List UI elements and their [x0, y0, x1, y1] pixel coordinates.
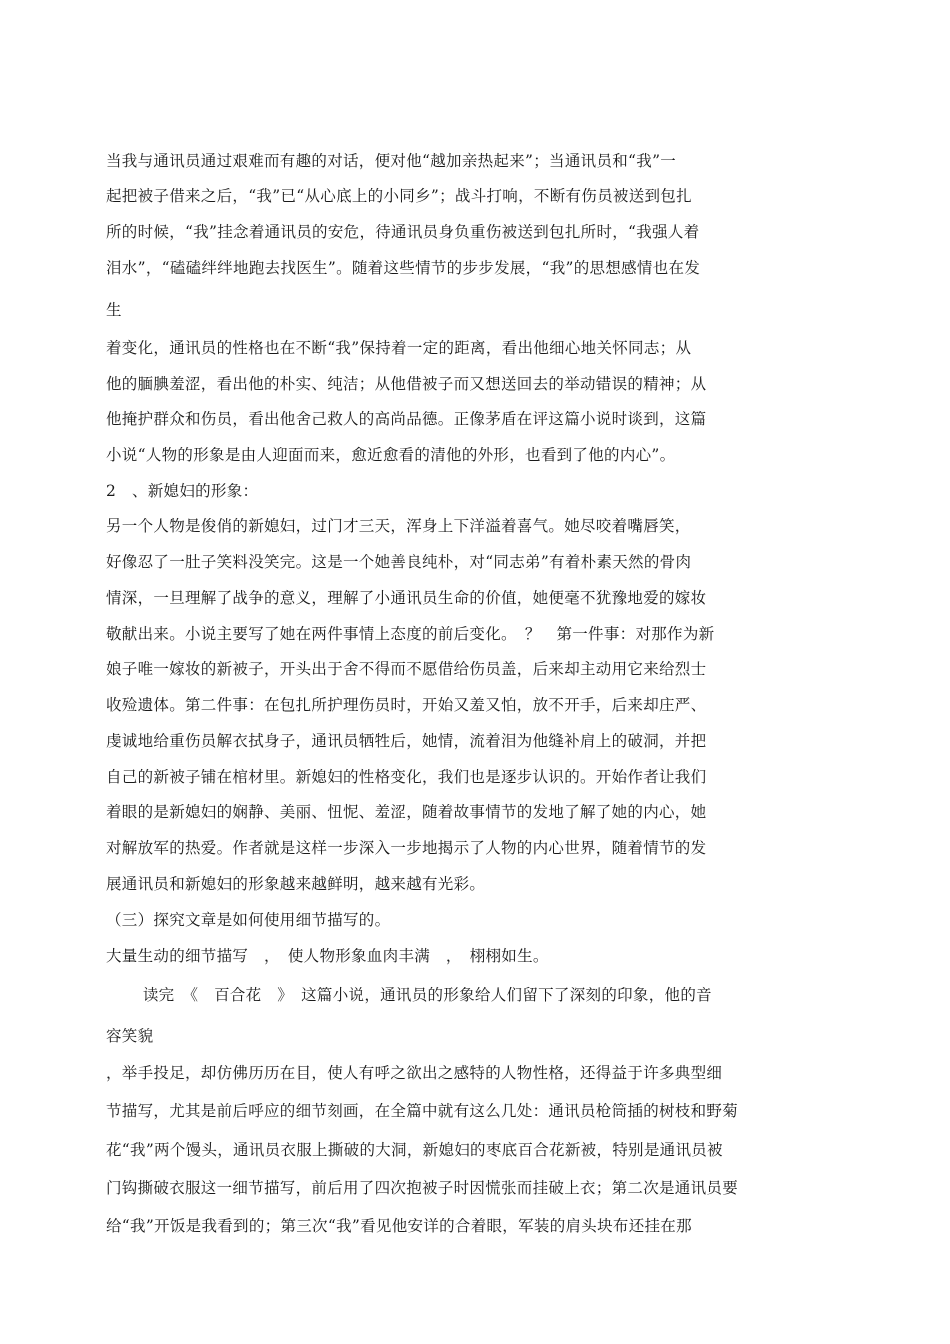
text-line: 门钩撕破衣服这一细节描写，前后用了四次抱被子时因慌张而挂破上衣；第二次是通讯员要 — [106, 1179, 739, 1197]
text-line: 好像忍了一肚子笑料没笑完。这是一个她善良纯朴，对“同志弟”有着朴素天然的骨肉 — [106, 553, 692, 571]
text-line: 当我与通讯员通过艰难而有趣的对话，便对他“越加亲热起来”；当通讯员和“我”一 — [106, 152, 677, 170]
text-line: 收殓遗体。第二件事：在包扎所护理伤员时，开始又羞又怕，放不开手，后来却庄严、 — [106, 696, 707, 714]
text-line: 容笑貌 — [106, 1027, 154, 1045]
text-line: 给“我”开饭是我看到的；第三次“我”看见他安详的合着眼，军装的肩头块布还挂在那 — [106, 1217, 692, 1235]
text-line: 情深，一旦理解了战争的意义，理解了小通讯员生命的价值，她便毫不犹豫地爱的嫁妆 — [106, 589, 707, 607]
text-line: 着眼的是新媳妇的娴静、美丽、忸怩、羞涩，随着故事情节的发地了解了她的内心，她 — [106, 803, 707, 821]
text-line: 娘子唯一嫁妆的新被子，开头出于舍不得而不愿借给伤员盖，后来却主动用它来给烈士 — [106, 660, 707, 678]
text-line: 展通讯员和新媳妇的形象越来越鲜明，越来越有光彩。 — [106, 875, 486, 893]
text-line: 泪水”，“磕磕绊绊地跑去找医生”。随着这些情节的步步发展，“我”的思想感情也在发 — [106, 259, 701, 277]
text-line: 读完 《 百合花 》 这篇小说，通讯员的形象给人们留下了深刻的印象，他的音 — [106, 986, 712, 1004]
text-line: 他掩护群众和伤员，看出他舍己救人的高尚品德。正像茅盾在评这篇小说时谈到，这篇 — [106, 410, 707, 428]
text-line: 起把被子借来之后，“我”已“从心底上的小同乡”；战斗打响，不断有伤员被送到包扎 — [106, 187, 692, 205]
text-line: 生 — [106, 301, 122, 319]
text-line: 所的时候，“我”挂念着通讯员的安危，待通讯员身负重伤被送到包扎所时，“我强人着 — [106, 223, 700, 241]
text-line: 大量生动的细节描写 ， 使人物形象血肉丰满 ， 栩栩如生。 — [106, 947, 549, 965]
text-line: 着变化，通讯员的性格也在不断“我”保持着一定的距离，看出他细心地关怀同志；从 — [106, 339, 692, 357]
text-line: 对解放军的热爱。作者就是这样一步深入一步地揭示了人物的内心世界，随着情节的发 — [106, 839, 707, 857]
text-line: 节描写，尤其是前后呼应的细节刻画，在全篇中就有这么几处：通讯员枪筒插的树枝和野菊 — [106, 1102, 739, 1120]
text-line: 自己的新被子铺在棺材里。新媳妇的性格变化，我们也是逐步认识的。开始作者让我们 — [106, 768, 707, 786]
section-heading: 2 、新媳妇的形象： — [106, 482, 259, 500]
section-heading: （三）探究文章是如何使用细节描写的。 — [106, 911, 391, 929]
text-line: 虔诚地给重伤员解衣拭身子，通讯员牺牲后，她情，流着泪为他缝补肩上的破洞，并把 — [106, 732, 707, 750]
text-line: 小说“人物的形象是由人迎面而来，愈近愈看的清他的外形，也看到了他的内心”。 — [106, 446, 676, 464]
text-line: 另一个人物是俊俏的新媳妇，过门才三天，浑身上下洋溢着喜气。她尽咬着嘴唇笑， — [106, 517, 691, 535]
text-line: ，举手投足，却仿佛历历在目，使人有呼之欲出之感特的人物性格，还得益于许多典型细 — [106, 1064, 723, 1082]
text-line: 花“我”两个馒头，通讯员衣服上撕破的大洞，新媳妇的枣底百合花新被，特别是通讯员被 — [106, 1141, 723, 1159]
text-line: 他的腼腆羞涩，看出他的朴实、纯洁；从他借被子而又想送回去的举动错误的精神；从 — [106, 375, 707, 393]
text-line: 敬献出来。小说主要写了她在两件事情上态度的前后变化。 ？ 第一件事：对那作为新 — [106, 625, 715, 643]
